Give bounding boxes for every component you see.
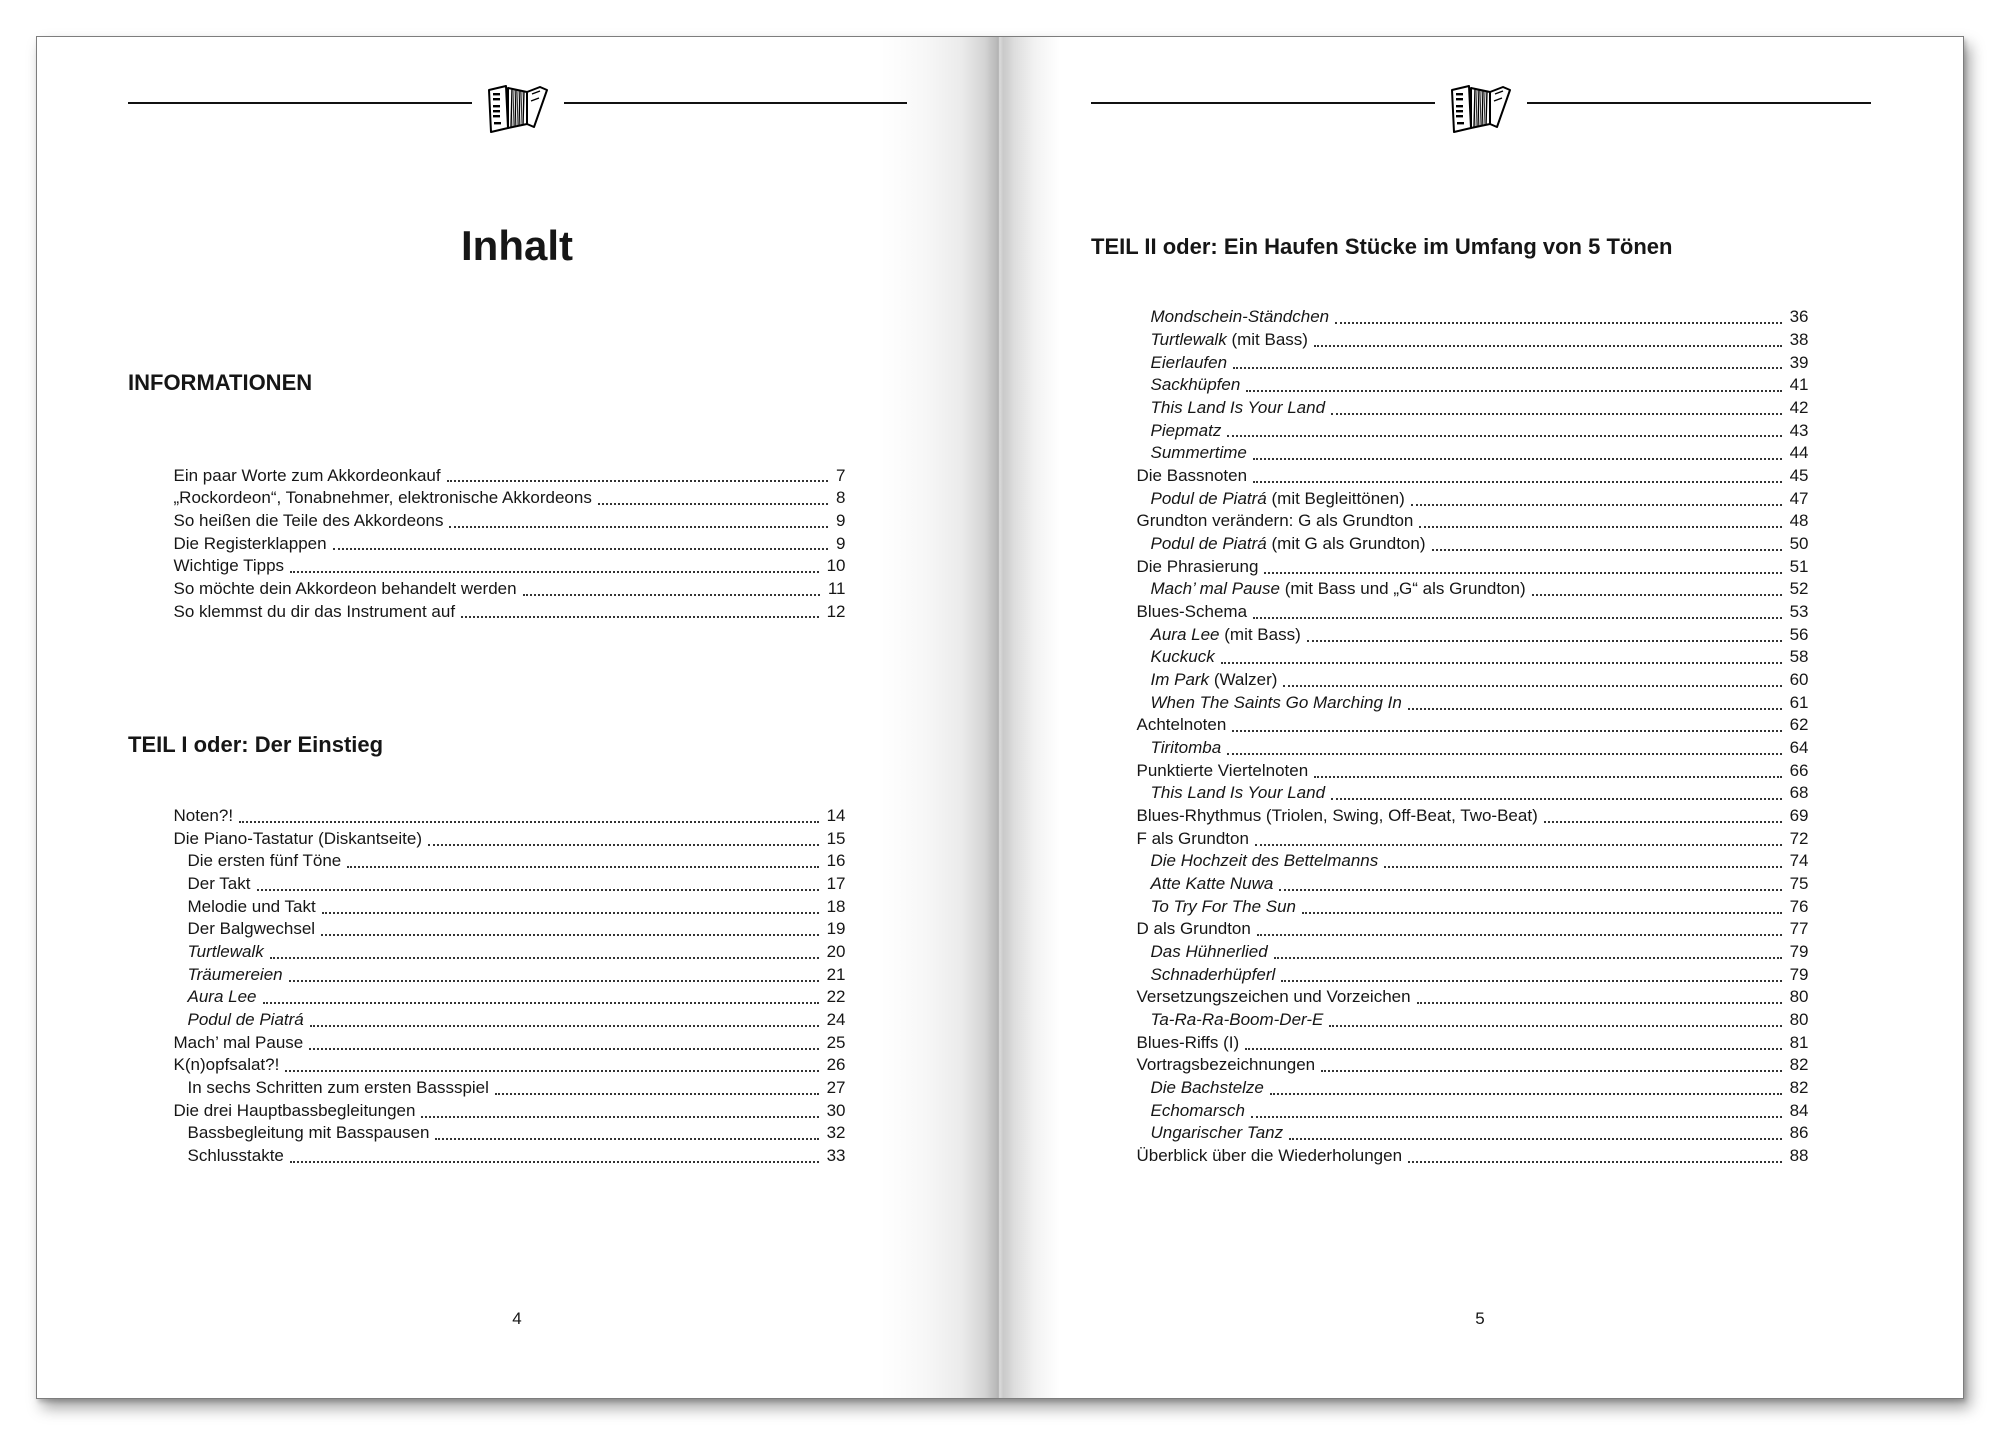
dot-leader bbox=[1221, 662, 1782, 664]
toc-entry bbox=[1137, 329, 1809, 352]
toc-entry-title: Wichtige Tipps bbox=[173, 556, 285, 576]
toc-entry-title: Die Registerklappen bbox=[173, 533, 327, 553]
section-heading-informationen: INFORMATIONEN bbox=[128, 370, 313, 395]
dot-leader bbox=[1253, 617, 1782, 619]
dot-leader bbox=[1281, 980, 1781, 982]
dot-leader bbox=[1257, 934, 1782, 936]
toc-entry-page-number: 75 bbox=[1789, 874, 1809, 894]
toc-entry bbox=[174, 510, 846, 533]
toc-entry bbox=[1137, 918, 1809, 941]
dot-leader bbox=[523, 594, 820, 596]
toc-entry bbox=[1137, 624, 1809, 647]
toc-entry-note: (Walzer) bbox=[1213, 670, 1278, 690]
toc-entry-page-number: 24 bbox=[826, 1010, 846, 1030]
dot-leader bbox=[1264, 572, 1781, 574]
toc-entry-title: Im Park bbox=[1150, 670, 1210, 690]
toc-entry bbox=[174, 1009, 846, 1032]
toc-entry-title: Mach’ mal Pause bbox=[173, 1032, 304, 1052]
dot-leader bbox=[1411, 504, 1782, 506]
toc-entry-page-number: 27 bbox=[826, 1078, 846, 1098]
dot-leader bbox=[1532, 594, 1782, 596]
toc-entry-page-number: 18 bbox=[826, 896, 846, 916]
toc-list-informationen bbox=[174, 465, 846, 624]
dot-leader bbox=[1307, 640, 1782, 642]
toc-entry-page-number: 17 bbox=[826, 874, 846, 894]
dot-leader bbox=[1335, 322, 1781, 324]
toc-entry-title: Turtlewalk bbox=[1150, 329, 1227, 349]
toc-entry-note: (mit Bass und „G“ als Grundton) bbox=[1284, 579, 1526, 599]
toc-entry-title: Blues-Schema bbox=[1136, 602, 1248, 622]
dot-leader bbox=[321, 934, 819, 936]
dot-leader bbox=[322, 912, 819, 914]
toc-entry bbox=[1137, 533, 1809, 556]
toc-entry-page-number: 20 bbox=[826, 942, 846, 962]
toc-entry bbox=[174, 578, 846, 601]
header-rule-right bbox=[564, 102, 907, 104]
toc-entry-note: (mit Bass) bbox=[1224, 624, 1301, 644]
toc-entry bbox=[1137, 510, 1809, 533]
dot-leader bbox=[1314, 345, 1782, 347]
toc-entry-page-number: 52 bbox=[1789, 579, 1809, 599]
toc-entry-title: Die ersten fünf Töne bbox=[187, 851, 342, 871]
toc-entry-page-number: 84 bbox=[1789, 1100, 1809, 1120]
toc-entry-page-number: 77 bbox=[1789, 919, 1809, 939]
toc-entry-title: Träumereien bbox=[187, 964, 283, 984]
dot-leader bbox=[461, 616, 819, 618]
toc-entry bbox=[1137, 873, 1809, 896]
toc-entry-page-number: 76 bbox=[1789, 896, 1809, 916]
dot-leader bbox=[1331, 413, 1782, 415]
dot-leader bbox=[1314, 776, 1781, 778]
toc-entry bbox=[174, 1054, 846, 1077]
page-number-right: 5 bbox=[1475, 1309, 1485, 1328]
toc-entry-title: Blues-Rhythmus (Triolen, Swing, Off-Beat, Two-Beat) bbox=[1136, 806, 1538, 826]
toc-entry-title: Grundton verändern: G als Grundton bbox=[1136, 511, 1414, 531]
toc-entry-title: This Land Is Your Land bbox=[1150, 783, 1326, 803]
toc-entry-title: Eierlaufen bbox=[1150, 352, 1228, 372]
toc-entry bbox=[1137, 556, 1809, 579]
dot-leader bbox=[447, 480, 828, 482]
toc-entry-title: So heißen die Teile des Akkordeons bbox=[173, 510, 444, 530]
toc-entry-title: D als Grundton bbox=[1136, 919, 1251, 939]
toc-entry bbox=[1137, 465, 1809, 488]
toc-entry bbox=[174, 896, 846, 919]
toc-entry-title: When The Saints Go Marching In bbox=[1150, 692, 1402, 712]
dot-leader bbox=[1283, 685, 1781, 687]
dot-leader bbox=[1270, 1093, 1782, 1095]
toc-entry bbox=[1137, 578, 1809, 601]
toc-entry-title: Die Piano-Tastatur (Diskantseite) bbox=[173, 828, 422, 848]
toc-entry bbox=[174, 555, 846, 578]
toc-entry-title: Die Bassnoten bbox=[1136, 466, 1248, 485]
dot-leader bbox=[270, 957, 819, 959]
toc-entry-page-number: 42 bbox=[1789, 397, 1809, 417]
toc-entry-title: Punktierte Viertelnoten bbox=[1136, 760, 1309, 780]
toc-entry-page-number: 69 bbox=[1789, 806, 1809, 826]
toc-entry-page-number: 60 bbox=[1789, 670, 1809, 690]
toc-entry-title: K(n)opfsalat?! bbox=[173, 1055, 280, 1075]
dot-leader bbox=[1321, 1070, 1781, 1072]
toc-entry bbox=[174, 1077, 846, 1100]
dot-leader bbox=[289, 980, 819, 982]
toc-entry-title: Versetzungszeichen und Vorzeichen bbox=[1136, 987, 1411, 1007]
toc-entry-page-number: 82 bbox=[1789, 1055, 1809, 1075]
toc-entry bbox=[1137, 896, 1809, 919]
toc-entry-title: Ungarischer Tanz bbox=[1150, 1123, 1284, 1143]
toc-entry-title: Ta-Ra-Ra-Boom-Der-E bbox=[1150, 1010, 1324, 1030]
toc-entry-title: Mach’ mal Pause bbox=[1150, 579, 1280, 599]
toc-entry bbox=[1137, 828, 1809, 851]
toc-entry bbox=[1137, 646, 1809, 669]
toc-entry bbox=[174, 1032, 846, 1055]
toc-entry-page-number: 50 bbox=[1789, 534, 1809, 554]
toc-entry-page-number: 21 bbox=[826, 964, 846, 984]
toc-entry-page-number: 36 bbox=[1789, 307, 1809, 327]
toc-entry-note: (mit Begleittönen) bbox=[1271, 488, 1405, 508]
toc-entry bbox=[174, 1100, 846, 1123]
dot-leader bbox=[285, 1070, 818, 1072]
toc-entry-title: Aura Lee bbox=[1150, 624, 1220, 644]
toc-entry-page-number: 22 bbox=[826, 987, 846, 1007]
toc-entry-title: Kuckuck bbox=[1150, 647, 1215, 667]
dot-leader bbox=[347, 866, 818, 868]
dot-leader bbox=[1289, 1138, 1781, 1140]
toc-entry-page-number: 47 bbox=[1789, 488, 1809, 508]
toc-entry-title: Der Balgwechsel bbox=[187, 919, 316, 939]
dot-leader bbox=[1419, 526, 1781, 528]
toc-entry-page-number: 32 bbox=[826, 1123, 846, 1143]
toc-entry bbox=[1137, 692, 1809, 715]
toc-entry-title: Überblick über die Wiederholungen bbox=[1136, 1146, 1403, 1166]
dot-leader bbox=[428, 844, 819, 846]
toc-entry-title: Der Takt bbox=[187, 874, 251, 894]
dot-leader bbox=[1329, 1025, 1781, 1027]
dot-leader bbox=[1544, 821, 1782, 823]
toc-entry-title: Podul de Piatrá bbox=[1150, 534, 1267, 554]
toc-entry bbox=[1137, 442, 1809, 465]
toc-entry-page-number: 38 bbox=[1789, 329, 1809, 349]
toc-entry-page-number: 15 bbox=[826, 828, 846, 848]
dot-leader bbox=[257, 889, 819, 891]
dot-leader bbox=[1408, 708, 1782, 710]
toc-entry-title: Schnaderhüpferl bbox=[1150, 964, 1276, 984]
toc-entry-title: Mondschein-Ständchen bbox=[1150, 307, 1330, 327]
toc-entry-page-number: 64 bbox=[1789, 738, 1809, 758]
toc-entry-page-number: 43 bbox=[1789, 420, 1809, 440]
toc-entry-title: To Try For The Sun bbox=[1150, 896, 1296, 916]
toc-entry-page-number: 61 bbox=[1789, 692, 1809, 712]
toc-entry bbox=[1137, 601, 1809, 624]
dot-leader bbox=[495, 1093, 819, 1095]
toc-entry-page-number: 68 bbox=[1789, 783, 1809, 803]
dot-leader bbox=[239, 821, 819, 823]
dot-leader bbox=[1408, 1161, 1782, 1163]
toc-entry bbox=[1137, 714, 1809, 737]
toc-entry-page-number: 66 bbox=[1789, 760, 1809, 780]
book-spine-shadow bbox=[880, 37, 1060, 1398]
toc-entry bbox=[1137, 805, 1809, 828]
toc-entry-page-number: 19 bbox=[826, 919, 846, 939]
toc-entry-page-number: 14 bbox=[826, 806, 846, 825]
toc-entry-note: (mit G als Grundton) bbox=[1271, 534, 1426, 554]
toc-entry bbox=[1137, 352, 1809, 375]
toc-entry-title: Aura Lee bbox=[187, 987, 257, 1007]
header-rule-left bbox=[128, 102, 472, 104]
toc-entry-page-number: 16 bbox=[826, 851, 846, 871]
toc-entry-page-number: 51 bbox=[1789, 556, 1809, 576]
toc-entry-title: Ein paar Worte zum Akkordeonkauf bbox=[173, 465, 441, 485]
toc-entry bbox=[1137, 397, 1809, 420]
toc-entry bbox=[1137, 1145, 1809, 1168]
toc-entry-page-number: 41 bbox=[1789, 375, 1809, 395]
toc-entry bbox=[174, 941, 846, 964]
dot-leader bbox=[310, 1025, 819, 1027]
toc-entry bbox=[174, 805, 846, 828]
toc-entry-page-number: 58 bbox=[1789, 647, 1809, 667]
toc-entry bbox=[1137, 1077, 1809, 1100]
toc-entry-page-number: 80 bbox=[1789, 987, 1809, 1007]
toc-entry-page-number: 9 bbox=[836, 533, 846, 553]
dot-leader bbox=[1246, 390, 1781, 392]
toc-entry-page-number: 48 bbox=[1789, 511, 1809, 531]
toc-entry-title: Vortragsbezeichnungen bbox=[1136, 1055, 1316, 1075]
toc-entry-title: Das Hühnerlied bbox=[1150, 942, 1268, 962]
dot-leader bbox=[309, 1048, 818, 1050]
dot-leader bbox=[421, 1116, 818, 1118]
toc-entry-page-number: 72 bbox=[1789, 828, 1809, 848]
toc-entry-title: Blues-Riffs (I) bbox=[1136, 1032, 1240, 1052]
toc-entry bbox=[1137, 964, 1809, 987]
dot-leader bbox=[1274, 957, 1782, 959]
toc-entry bbox=[1137, 669, 1809, 692]
toc-entry-title: Die Bachstelze bbox=[1150, 1078, 1264, 1098]
toc-entry-title: Schlusstakte bbox=[187, 1146, 284, 1166]
toc-entry-title: Atte Katte Nuwa bbox=[1150, 874, 1274, 894]
toc-entry bbox=[1137, 1100, 1809, 1123]
toc-entry bbox=[174, 1145, 846, 1168]
toc-entry-title: Die Phrasierung bbox=[1136, 556, 1259, 576]
toc-entry bbox=[1137, 1122, 1809, 1145]
toc-list-teil-1 bbox=[174, 805, 846, 1168]
dot-leader bbox=[1279, 889, 1781, 891]
toc-entry bbox=[174, 850, 846, 873]
dot-leader bbox=[1417, 1002, 1782, 1004]
toc-entry-page-number: 62 bbox=[1789, 715, 1809, 735]
toc-entry-title: Piepmatz bbox=[1150, 420, 1222, 440]
toc-entry-title: Tiritomba bbox=[1150, 738, 1222, 758]
dot-leader bbox=[290, 1161, 819, 1163]
toc-entry bbox=[1137, 306, 1809, 329]
dot-leader bbox=[290, 571, 819, 573]
toc-entry-page-number: 12 bbox=[826, 601, 846, 621]
toc-entry-title: Melodie und Takt bbox=[187, 896, 316, 916]
toc-entry-page-number: 79 bbox=[1789, 942, 1809, 962]
toc-entry-title: In sechs Schritten zum ersten Bassspiel bbox=[187, 1078, 489, 1098]
toc-entry bbox=[174, 487, 846, 510]
toc-entry bbox=[1137, 941, 1809, 964]
toc-entry-page-number: 33 bbox=[826, 1146, 846, 1166]
toc-entry-title: Sackhüpfen bbox=[1150, 375, 1241, 395]
toc-entry-title: Die drei Hauptbassbegleitungen bbox=[173, 1100, 416, 1120]
dot-leader bbox=[1255, 844, 1782, 846]
toc-entry-title: Echomarsch bbox=[1150, 1100, 1245, 1120]
toc-entry-page-number: 82 bbox=[1789, 1078, 1809, 1098]
toc-entry bbox=[174, 828, 846, 851]
toc-entry bbox=[174, 465, 846, 488]
toc-entry-title: Summertime bbox=[1150, 443, 1247, 463]
toc-entry-title: Noten?! bbox=[173, 806, 234, 825]
toc-entry-page-number: 25 bbox=[826, 1032, 846, 1052]
toc-entry-page-number: 86 bbox=[1789, 1123, 1809, 1143]
dot-leader bbox=[333, 548, 828, 550]
dot-leader bbox=[1233, 367, 1782, 369]
toc-entry bbox=[174, 964, 846, 987]
toc-entry-page-number: 45 bbox=[1789, 466, 1809, 485]
toc-entry-title: Turtlewalk bbox=[187, 942, 264, 962]
toc-entry bbox=[174, 1122, 846, 1145]
section-heading-teil-2: TEIL II oder: Ein Haufen Stücke im Umfang von 5 Tönen bbox=[1091, 234, 1673, 259]
toc-entry-page-number: 39 bbox=[1789, 352, 1809, 372]
toc-entry bbox=[174, 918, 846, 941]
toc-entry bbox=[1137, 1054, 1809, 1077]
toc-entry-page-number: 26 bbox=[826, 1055, 846, 1075]
toc-entry bbox=[1137, 850, 1809, 873]
toc-entry-page-number: 88 bbox=[1789, 1146, 1809, 1166]
header-rule-right bbox=[1527, 102, 1871, 104]
page-number-left: 4 bbox=[512, 1309, 522, 1328]
toc-entry-page-number: 81 bbox=[1789, 1032, 1809, 1052]
toc-entry bbox=[1137, 374, 1809, 397]
toc-entry-page-number: 10 bbox=[826, 556, 846, 576]
page-title: Inhalt bbox=[461, 222, 573, 269]
section-heading-teil-1: TEIL I oder: Der Einstieg bbox=[128, 732, 384, 757]
dot-leader bbox=[598, 503, 828, 505]
dot-leader bbox=[1253, 481, 1782, 483]
dot-leader bbox=[1331, 798, 1782, 800]
toc-entry-title: Podul de Piatrá bbox=[1150, 488, 1267, 508]
dot-leader bbox=[1232, 730, 1781, 732]
header-rule-left bbox=[1091, 102, 1435, 104]
dot-leader bbox=[1251, 1116, 1782, 1118]
toc-entry bbox=[174, 873, 846, 896]
toc-entry-title: Podul de Piatrá bbox=[187, 1010, 304, 1030]
toc-entry bbox=[174, 533, 846, 556]
toc-entry-page-number: 8 bbox=[836, 488, 846, 508]
toc-entry-page-number: 11 bbox=[827, 578, 846, 598]
toc-entry-page-number: 9 bbox=[836, 510, 846, 530]
toc-entry bbox=[1137, 420, 1809, 443]
toc-entry-page-number: 7 bbox=[836, 465, 846, 485]
toc-entry-page-number: 30 bbox=[826, 1100, 846, 1120]
toc-list-teil-2 bbox=[1137, 306, 1809, 1168]
toc-entry-page-number: 79 bbox=[1789, 964, 1809, 984]
toc-entry bbox=[174, 986, 846, 1009]
dot-leader bbox=[1302, 912, 1782, 914]
toc-entry bbox=[174, 601, 846, 624]
accordion-icon bbox=[1448, 81, 1514, 135]
dot-leader bbox=[1227, 435, 1781, 437]
toc-entry bbox=[1137, 737, 1809, 760]
dot-leader bbox=[1384, 866, 1781, 868]
toc-entry bbox=[1137, 986, 1809, 1009]
toc-entry-title: So möchte dein Akkordeon behandelt werden bbox=[173, 578, 517, 598]
toc-entry-page-number: 56 bbox=[1789, 624, 1809, 644]
toc-entry-page-number: 74 bbox=[1789, 851, 1809, 871]
toc-entry-title: Achtelnoten bbox=[1136, 715, 1227, 735]
toc-entry-title: Bassbegleitung mit Basspausen bbox=[187, 1123, 430, 1143]
toc-entry bbox=[1137, 760, 1809, 783]
dot-leader bbox=[435, 1138, 818, 1140]
toc-entry-title: So klemmst du dir das Instrument auf bbox=[173, 601, 456, 621]
toc-entry-title: Die Hochzeit des Bettelmanns bbox=[1150, 851, 1379, 871]
toc-entry bbox=[1137, 1009, 1809, 1032]
toc-entry-title: „Rockordeon“, Tonabnehmer, elektronische Akkordeons bbox=[173, 488, 592, 508]
dot-leader bbox=[1245, 1048, 1781, 1050]
toc-entry-page-number: 53 bbox=[1789, 602, 1809, 622]
toc-entry-title: F als Grundton bbox=[1136, 828, 1249, 848]
toc-entry bbox=[1137, 782, 1809, 805]
dot-leader bbox=[1227, 753, 1781, 755]
dot-leader bbox=[1253, 458, 1782, 460]
toc-entry bbox=[1137, 488, 1809, 511]
toc-entry-page-number: 80 bbox=[1789, 1010, 1809, 1030]
toc-entry-note: (mit Bass) bbox=[1231, 329, 1308, 349]
toc-entry bbox=[1137, 1032, 1809, 1055]
dot-leader bbox=[1432, 549, 1782, 551]
toc-entry-title: This Land Is Your Land bbox=[1150, 397, 1326, 417]
dot-leader bbox=[449, 526, 828, 528]
toc-entry-page-number: 44 bbox=[1789, 443, 1809, 463]
dot-leader bbox=[263, 1002, 819, 1004]
accordion-icon bbox=[485, 81, 551, 135]
